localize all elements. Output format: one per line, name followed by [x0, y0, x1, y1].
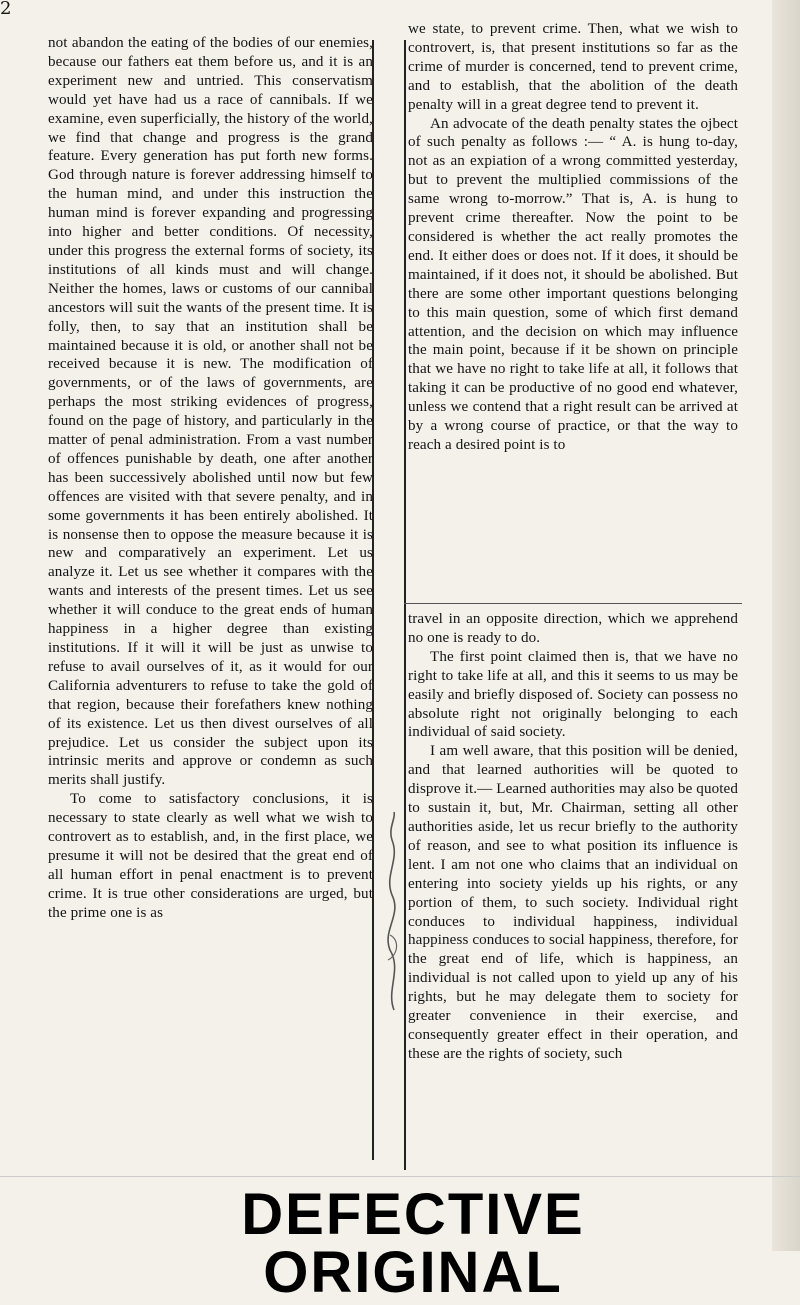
- left-column: [48, 34, 373, 923]
- paragraph: The first point claimed then is, that we have no right to take life at all, and this it seems to us may be easily and briefly disposed of. Society can possess no absolute right not originally belonging to each individual of said society.: [408, 648, 738, 741]
- paragraph: To come to satisfactory conclusions, it is necessary to state clearly as well what we wish to controvert as to establish, and, in the first place, we presume it will not be desired that the great end of all human effort in penal enactment is to prevent crime. It is true other considerations are urged, but the prime one is as: [48, 791, 373, 921]
- handwritten-mark: [380, 810, 408, 1020]
- paragraph: travel in an opposite direction, which we apprehend no one is ready to do.: [408, 611, 738, 646]
- paragraph: we state, to prevent crime. Then, what we wish to controvert, is, that present institutions so far as the crime of murder is concerned, tend to prevent crime, and to establish, that the abolition of the death penalty will in a great degree tend to prevent it.: [408, 21, 738, 113]
- right-column-top: [408, 20, 738, 455]
- clipping-join-line: [404, 603, 742, 604]
- page-edge-shadow: [772, 0, 800, 1251]
- page-number: 2: [0, 0, 12, 19]
- right-column-bottom: [408, 610, 738, 1064]
- paragraph: I am well aware, that this position will be denied, and that learned authorities will be quoted to disprove it.— Learned authorities may also be quoted to sustain it, but, Mr. Chairman, setting all other authorities aside, let us recur briefly to the authority of reason, and see to what position its influence is lent. I am not one who claims that an individual on entering into society yields up his rights, or any portion of them, to such society. Individual right conduces to individual happiness, individual happiness conduces to social happiness, therefore, for the great end of life, which is happiness, an individual is not called upon to yield up any of his rights, but he may delegate them to society for greater convenience in their exercise, and consequently greater effect in their operation, and these are the rights of society, such: [408, 743, 738, 1062]
- paragraph: not abandon the eating of the bodies of our enemies, because our fathers eat them before us, and it is an experiment new and untried. This conservatism would yet have had us a race of cannibals. If we examine, even superficially, the history of the world, we find that change and progress is the grand feature. Every generation has put forth new forms. God through nature is forever addressing himself to the human mind, and under this instruction the human mind is forever expanding and progressing into higher and better conditions. Of necessity, under this progress the external forms of society, its institutions of all kinds must and will change. Neither the homes, laws or customs of our cannibal ancestors will suit the wants of the present time. It is folly, then, to say that an institution shall be maintained because it is old, or another shall not be received because it is new. The modification of governments, or of the laws of governments, are perhaps the most striking evidences of progress, found on the page of history, and particularly in the matter of penal administration. From a vast number of offences punishable by death, one after another has been successively abolished until now but few offences are visited with that severe penalty, and in some governments it has been entirely abolished. It is nonsense then to oppose the measure because it is new and comparatively an experiment. Let us analyze it. Let us see whether it compares with the wants and interests of the present times. Let us see whether it will conduce to the great ends of human happiness in a higher degree than existing institutions. If it will it will be just as unwise to refuse to avail ourselves of it, as it would for our California adventurers to refuse to take the gold of that region, because their forefathers knew nothing of its existence. Let us then divest ourselves of all prejudice. Let us consider the subject upon its intrinsic merits and approve or condemn as such merits shall justify.: [48, 35, 373, 789]
- paragraph: An advocate of the death penalty states the ojbect of such penalty as follows :— “ A. is hung to-day, not as an expiation of a wrong committed yesterday, but to prevent the multiplied commissions of the same wrong to-morrow.” That is, A. is hung to prevent crime thereafter. Now the point to be considered is whether the act really promotes the end. It either does or does not. If it does, it should be maintained, if it does not, it should be abolished. But there are some other important questions belonging to this main question, some of which first demand attention, and the decision on which may influence the main point, because if it be shown on principle that we have no right to take life at all, it follows that taking it can be productive of no good end whatever, unless we contend that a right result can be arrived at by a wrong course of practice, or that the way to reach a desired point is to: [408, 115, 738, 453]
- defective-original-banner: DEFECTIVE ORIGINAL: [241, 1182, 585, 1305]
